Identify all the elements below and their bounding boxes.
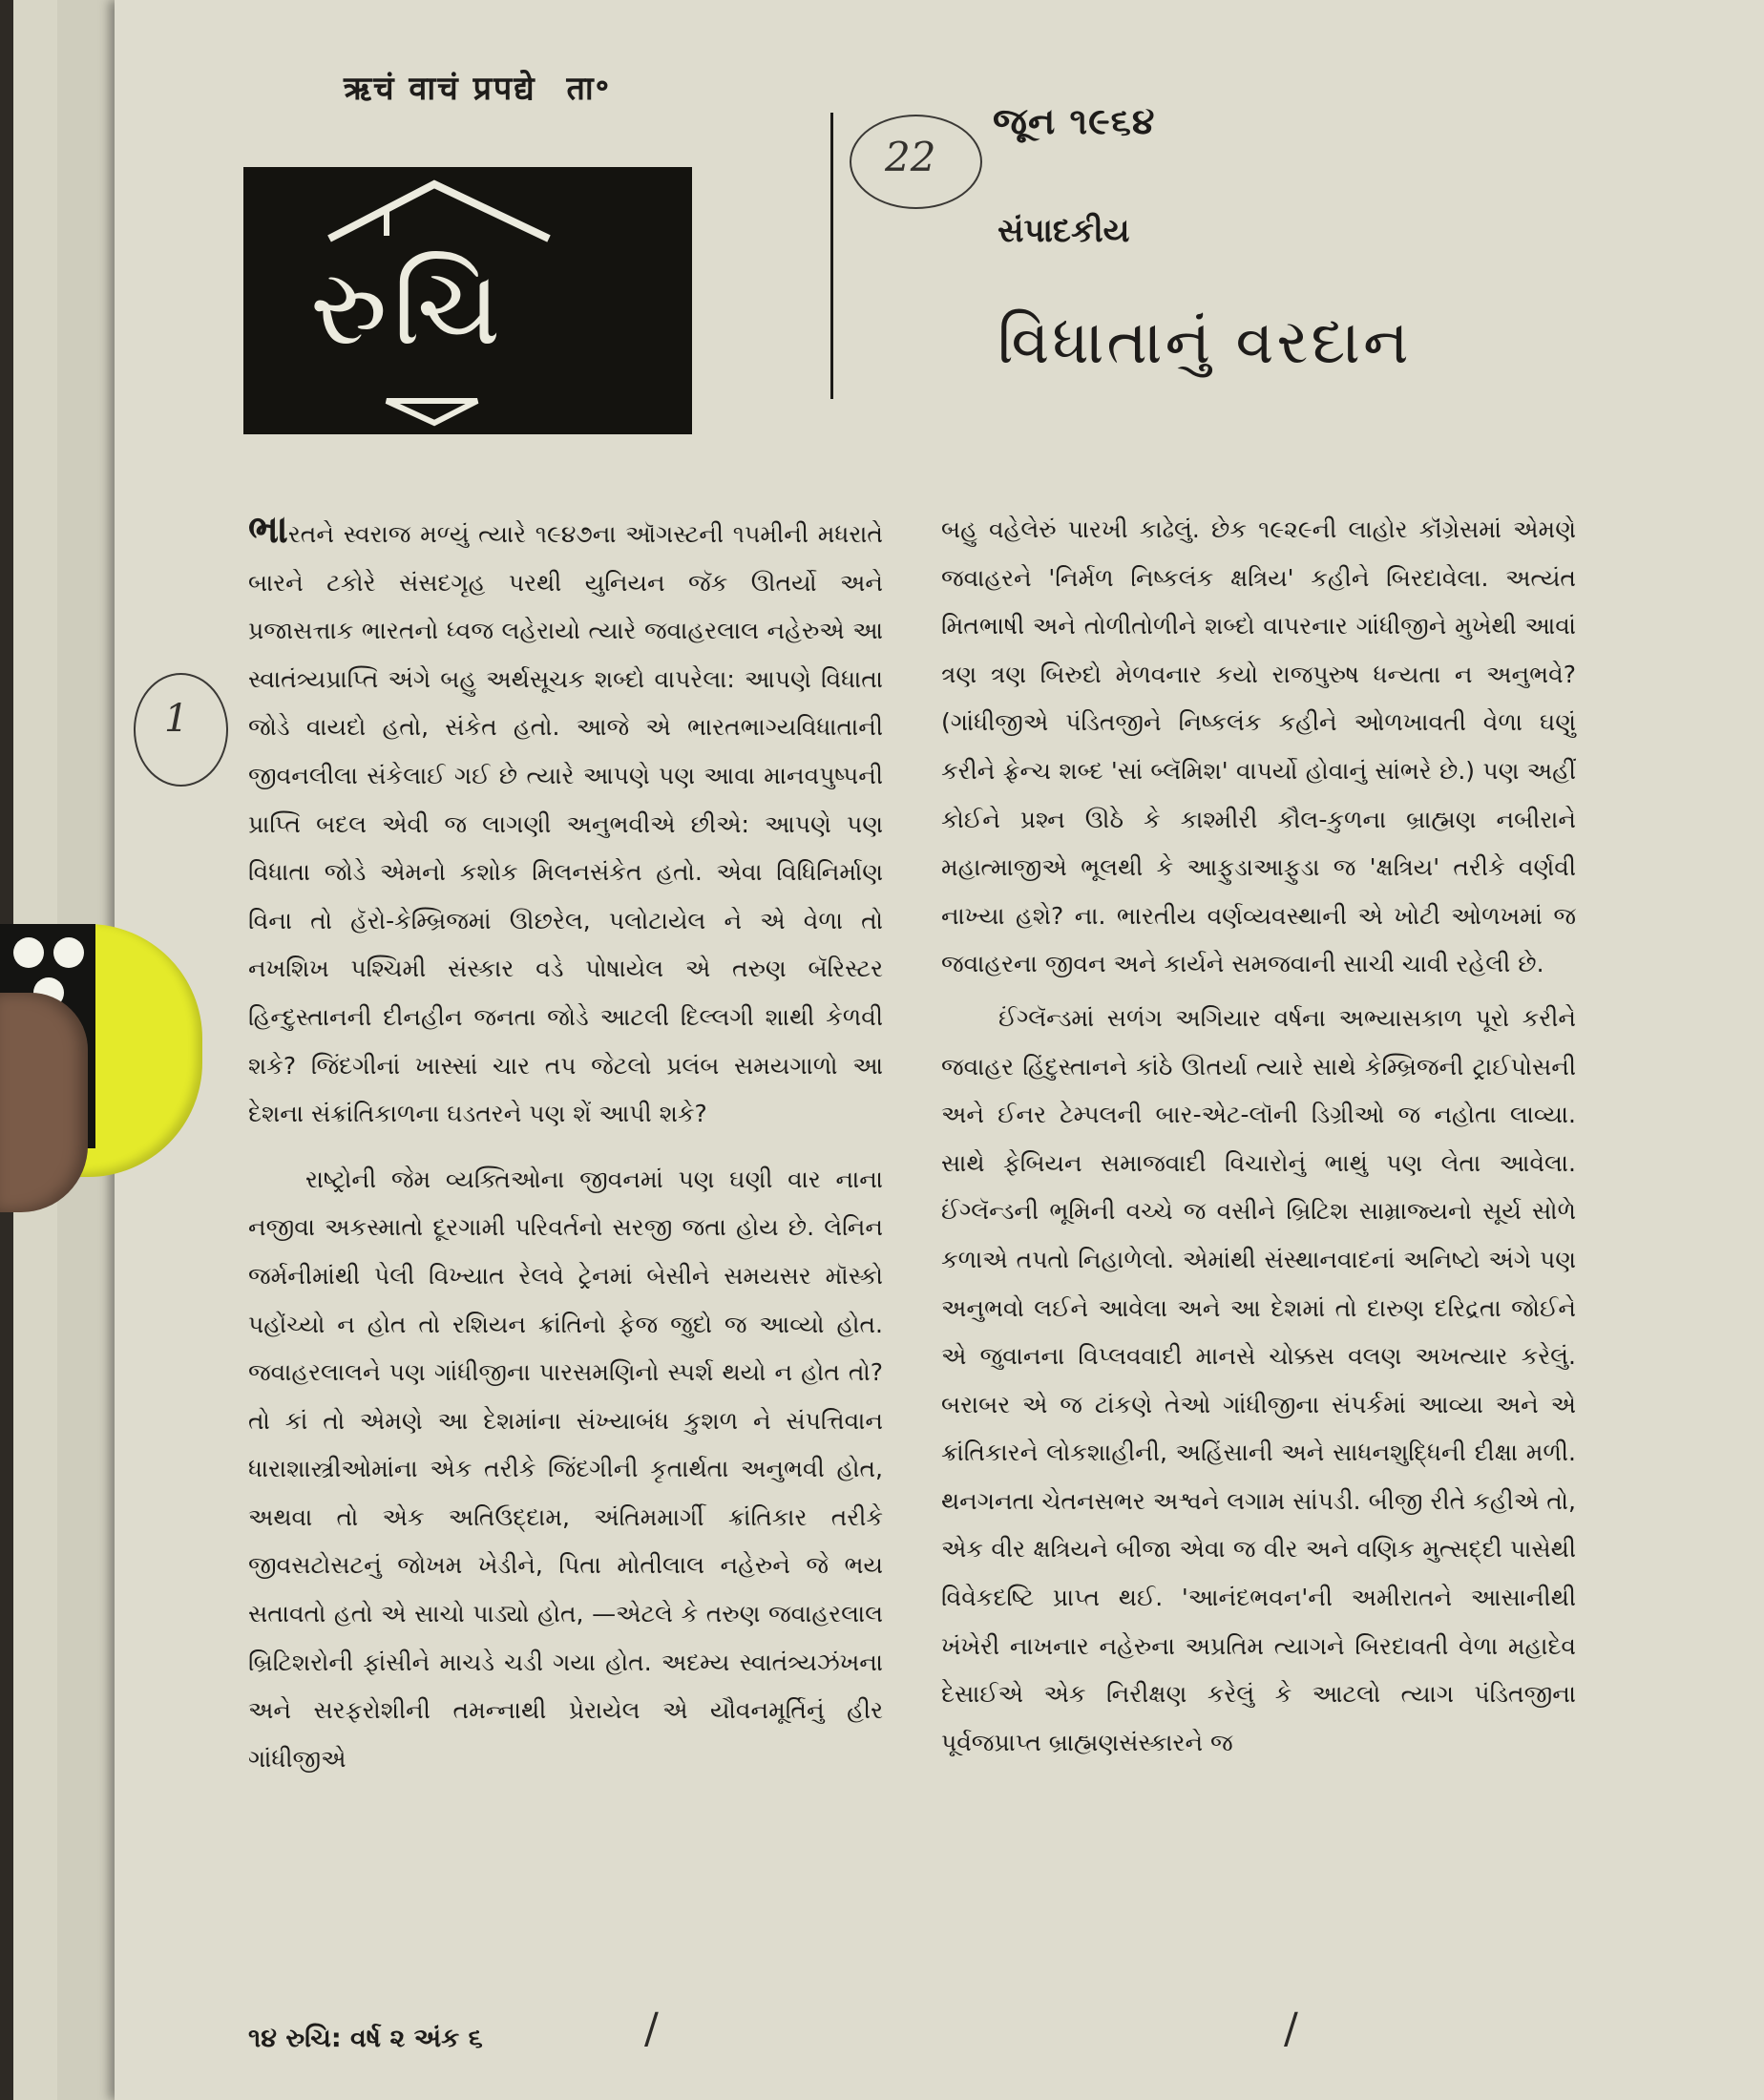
issue-date: જૂન ૧૯૬૪ (993, 100, 1156, 142)
motto-text: ऋचं वाचं प्रपद्ये (344, 70, 536, 108)
circled-page-number-text: 22 (885, 134, 936, 180)
magazine-page (115, 0, 1764, 2100)
article-headline: વિધાતાનું વરદાન (998, 307, 1412, 378)
pencil-tick-mark: / (644, 2005, 659, 2053)
paragraph: રાષ્ટ્રોની જેમ વ્યક્તિઓના જીવનમાં પણ ઘણી વાર નાના નજીવા અકસ્માતો દૂરગામી પરિવર્તનો સરજી જતા હોય છે. લેનિન જર્મનીમાંથી પેલી વિખ્યાત રેલવે ટ્રેનમાં બેસીને સમયસર મૉસ્કો પહોંચ્યો ન હોત તો રશિયન ક્રાંતિનો ફેજ જુદો જ આવ્યો હોત. જવાહરલાલને પણ ગાંધીજીના પારસમણિનો સ્પર્શ થયો ન હોત તો? તો કાં તો એમણે આ દેશમાંના સંખ્યાબંધ કુશળ ને સંપત્તિવાન ધારાશાસ્ત્રીઓમાંના એક તરીકે જિંદગીની કૃતાર્થતા અનુભવી હોત, અથવા તો એક અતિઉદ્દામ, અંતિમમાર્ગી ક્રાંતિકાર તરીકે જીવસટોસટનું જોખમ ખેડીને, પિતા મોતીલાલ નહેરુને જે ભય સતાવતો હતો એ સાચો પાડ્યો હોત, —એટલે કે તરુણ જવાહરલાલ બ્રિટિશરોની ફાંસીને માચડે ચડી ગયા હોત. અદમ્ય સ્વાતંત્ર્યઝંખના અને સરફરોશીની તમન્નાથી પ્રેરાયેલ એ યૌવનમૂર્તિનું હીર ગાંધીજીએ (248, 1165, 883, 1773)
holding-finger (0, 993, 88, 1212)
circled-margin-note-text: 1 (164, 697, 189, 741)
paragraph (248, 506, 883, 1139)
masthead-logo (243, 167, 692, 434)
section-label: સંપાદકીય (998, 212, 1130, 250)
paragraph: બહુ વહેલેરું પારખી કાઢેલું. છેક ૧૯૨૯ની લાહોર કૉંગ્રેસમાં એમણે જવાહરને 'નિર્મળ નિષ્કલંક ક્ષત્રિય' કહીને બિરદાવેલા. અત્યંત મિતભાષી અને તોળીતોળીને શબ્દો વાપરનાર ગાંધીજીને મુખેથી આવાં ત્રણ ત્રણ બિરુદો મેળવનાર કયો રાજપુરુષ ધન્યતા ન અનુભવે? (ગાંધીજીએ પંડિતજીને નિષ્કલંક કહીને ઓળખાવતી વેળા ઘણું કરીને ફ્રેન્ચ શબ્દ 'સાં બ્લૅમિશ' વાપર્યો હોવાનું સાંભરે છે.) પણ અહીં કોઈને પ્રશ્ન ઊઠે કે કાશ્મીરી કૌલ-કુળના બ્રાહ્મણ નબીરાને મહાત્માજીએ ભૂલથી કે આફુડાઆફુડા જ 'ક્ષત્રિય' તરીકે વર્ણવી નાખ્યા હશે? ના. ભારતીય વર્ણવ્યવસ્થાની એ ખોટી ઓળખમાં જ જવાહરના જીવન અને કાર્યને સમજવાની સાચી ચાવી રહેલી છે. (941, 515, 1576, 978)
header-divider (830, 113, 833, 399)
logo-wordmark: રુચિ (310, 246, 507, 368)
article-column-right (941, 506, 1576, 1767)
drop-cap: ભા (248, 508, 288, 552)
pencil-tick-mark: / (1284, 2005, 1298, 2053)
sanskrit-motto (344, 65, 611, 109)
bookmark-dot (53, 937, 84, 968)
paragraph: ઈંગ્લૅન્ડમાં સળંગ અગિયાર વર્ષના અભ્યાસકાળ પૂરો કરીને જવાહર હિંદુસ્તાનને કાંઠે ઊતર્યા ત્યારે સાથે કેમ્બ્રિજની ટ્રાઈપોસની અને ઈનર ટેમ્પલની બાર-એટ-લૉની ડિગ્રીઓ જ નહોતા લાવ્યા. સાથે ફેબિયન સમાજવાદી વિચારોનું ભાથું પણ લેતા આવેલા. ઈંગ્લૅન્ડની ભૂમિની વચ્ચે જ વસીને બ્રિટિશ સામ્રાજ્યનો સૂર્ય સોળે કળાએ તપતો નિહાળેલો. એમાંથી સંસ્થાનવાદનાં અનિષ્ટો અંગે પણ અનુભવો લઈને આવેલા અને આ દેશમાં તો દારુણ દરિદ્રતા જોઈને એ જુવાનના વિપ્લવવાદી માનસે ચોક્કસ વલણ અખત્યાર કરેલું. બરાબર એ જ ટાંકણે તેઓ ગાંધીજીના સંપર્કમાં આવ્યા અને એ ક્રાંતિકારને લોકશાહીની, અહિંસાની અને સાધનશુદ્ધિની દીક્ષા મળી. થનગનતા ચેતનસભર અશ્વને લગામ સાંપડી. બીજી રીતે કહીએ તો, એક વીર ક્ષત્રિયને બીજા એવા જ વીર અને વણિક મુત્સદ્દી પાસેથી વિવેકદષ્ટિ પ્રાપ્ત થઈ. 'આનંદભવન'ની અમીરાતને આસાનીથી ખંખેરી નાખનાર નહેરુના અપ્રતિમ ત્યાગને બિરદાવતી વેળા મહાદેવ દેસાઈએ એક નિરીક્ષણ કરેલું કે આટલો ત્યાગ પંડિતજીના પૂર્વજપ્રાપ્ત બ્રાહ્મણસંસ્કારને જ (941, 1003, 1576, 1756)
bookmark-dot (13, 937, 44, 968)
motto-mark: ता॰ (566, 70, 612, 108)
article-column-left (248, 506, 883, 1783)
paragraph-text: રતને સ્વરાજ મળ્યું ત્યારે ૧૯૪૭ના ઑગસ્ટની ૧૫મીની મધરાતે બારને ટકોરે સંસદગૃહ પરથી યુનિયન જૅક ઊતર્યો અને પ્રજાસત્તાક ભારતનો ધ્વજ લહેરાયો ત્યારે જવાહરલાલ નહેરુએ આ સ્વાતંત્ર્યપ્રાપ્તિ અંગે બહુ અર્થસૂચક શબ્દો વાપરેલા: આપણે વિધાતા જોડે વાયદો હતો, સંકેત હતો. આજે એ ભારતભાગ્યવિધાતાની જીવનલીલા સંકેલાઈ ગઈ છે ત્યારે આપણે પણ આવા માનવપુષ્પની પ્રાપ્તિ બદલ એવી જ લાગણી અનુભવીએ છીએ: આપણે પણ વિધાતા જોડે એમનો કશોક મિલનસંકેત હતો. એવા વિધિનિર્માણ વિના તો હૅરો-કેમ્બ્રિજમાં ઊછરેલ, પલોટાયેલ ને એ વેળા તો નખશિખ પશ્ચિમી સંસ્કાર વડે પોષાયેલ એ તરુણ બૅરિસ્ટર હિન્દુસ્તાનની દીનહીન જનતા જોડે આટલી દિલ્લગી શાથી કેળવી શકે? જિંદગીનાં ખાસ્સાં ચાર તપ જેટલો પ્રલંબ સમયગાળો આ દેશના સંક્રાંતિકાળના ઘડતરને પણ શેં આપી શકે? (248, 520, 883, 1128)
page-footer: ૧૪ રુચિ: વર્ષ ૨ અંક ૬ (248, 2024, 483, 2053)
